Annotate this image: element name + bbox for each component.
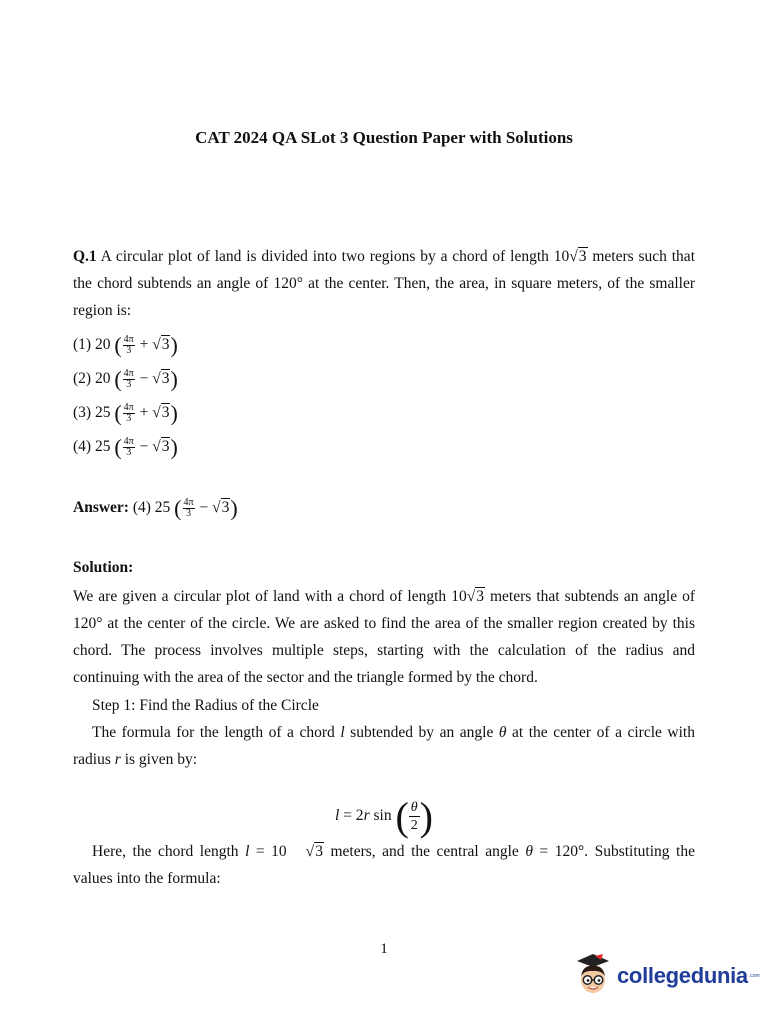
chord-length-math: 10√3 [553, 248, 587, 265]
collegedunia-logo [573, 952, 760, 1000]
solution-paragraph-1: We are given a circular plot of land with a chord of length 10√3 meters that subtends an angle of 120° at the center of the circle. We are asked to find the area of the smaller region created by this chord. The process involves multiple steps, starting with the calculation of the radius and continuing with the area of the sector and the triangle formed by the chord. [73, 588, 696, 686]
solution-paragraph-2: The formula for the length of a chord l subtended by an angle θ at the center of a circle with radius r is given by: [73, 724, 695, 768]
option-3: (3) 25 ( $\frac{4\pi}{3}$ + √3) [73, 400, 178, 426]
page-number: 1 [380, 941, 388, 957]
question-block [73, 243, 695, 324]
page-title: CAT 2024 QA SLot 3 Question Paper with Solutions [195, 128, 573, 147]
answer-heading: Answer: [73, 499, 129, 516]
question-label: Q.1 [73, 248, 97, 265]
solution-heading: Solution: [73, 559, 134, 576]
solution-paragraph-3: Here, the chord length l = 10 √3 meters, and the central angle θ = 120°. Substituting the values into the formula: [73, 843, 695, 887]
answer-line: Answer: (4) 25 ( $\frac{4\pi}{3}$ − √3) [73, 495, 238, 521]
option-4: (4) 25 ( $\frac{4\pi}{3}$ − √3) [73, 434, 178, 460]
logo-sup: .com [748, 973, 760, 979]
step-1-heading: Step 1: Find the Radius of the Circle [92, 697, 319, 714]
question-text: Q.1 A circular plot of land is divided into two regions by a chord of length 10√3 meters such that the chord subtends an angle of 120° at the center. Then, the area, in square meters, of the smaller region is: [73, 248, 695, 319]
mascot-icon [573, 952, 613, 1000]
logo-text: collegedunia [617, 963, 748, 988]
chord-formula-equation: l = 2r sin ( $\frac{\theta}{2}$ ) [335, 794, 433, 839]
option-1: (1) 20 ( $\frac{4\pi}{3}$ + √3) [73, 332, 178, 358]
option-2: (2) 20 ( $\frac{4\pi}{3}$ − √3) [73, 366, 178, 392]
